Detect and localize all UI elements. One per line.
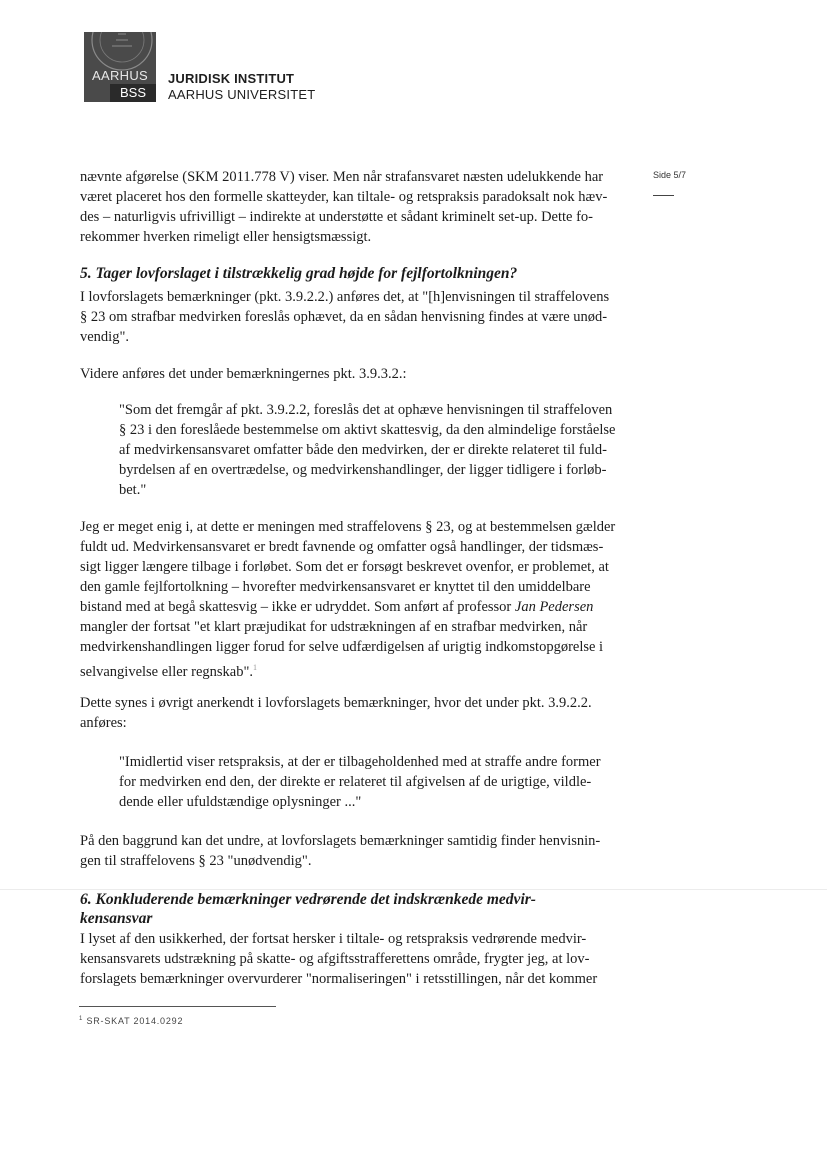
body-line [80, 598, 593, 617]
university-seal-icon [84, 32, 156, 72]
body-line: været placeret hos den formelle skatteyder, kan tiltale- og retspraksis paradoksalt nok hæv- [80, 189, 608, 205]
block-quote-line: § 23 i den foreslåede bestemmelse om aktivt skattesvig, da den almindelige forståelse [119, 422, 616, 438]
body-line: Jeg er meget enig i, at dette er meningen med straffelovens § 23, og at bestemmelsen gælder [80, 519, 616, 535]
section-heading-6-cont: kensansvar [80, 910, 153, 927]
body-line: forslagets bemærkninger overvurderer "normaliseringen" i retsstillingen, når det kommer [80, 971, 598, 987]
section-heading-6: 6. Konkluderende bemærkninger vedrørende det indskrænkede medvir- [80, 891, 536, 908]
block-quote-line: bet." [119, 482, 147, 498]
block-quote-line: byrdelsen af en overtrædelse, og medvirkenshandlinger, der ligger tidligere i forløb- [119, 462, 607, 478]
institute-name: JURIDISK INSTITUT [168, 71, 295, 86]
block-quote-line: for medvirken end den, der direkte er relateret til afgivelsen af de urigtige, vildle- [119, 774, 592, 790]
aarhus-bss-logo [84, 32, 156, 102]
body-line: rekommer hverken rimeligt eller hensigtsmæssigt. [80, 229, 372, 245]
body-line: I lovforslagets bemærkninger (pkt. 3.9.2.2.) anføres det, at "[h]envisningen til straffelovens [80, 289, 610, 305]
body-line: I lyset af den usikkerhed, der fortsat hersker i tiltale- og retspraksis vedrørende medvir- [80, 931, 587, 947]
body-line: nævnte afgørelse (SKM 2011.778 V) viser. Men når strafansvaret næsten udelukkende har [80, 169, 604, 185]
page-number: Side 5/7 [653, 170, 687, 180]
body-line: kensansvarets udstrækning på skatte- og afgiftsstrafferettens område, frygter jeg, at lov- [80, 951, 590, 967]
footnote-marker: 1 [79, 1016, 84, 1022]
logo-bss-text: BSS [110, 84, 156, 102]
university-name: AARHUS UNIVERSITET [168, 87, 316, 102]
body-line-text: selvangivelse eller regnskab". [80, 663, 254, 680]
body-line: På den baggrund kan det undre, at lovforslagets bemærkninger samtidig finder henvisnin- [80, 833, 601, 849]
footnote-text: SR-SKAT 2014.0292 [86, 1016, 184, 1026]
block-quote-line: "Imidlertid viser retspraksis, at der er tilbageholdenhed med at straffe andre former [119, 754, 601, 770]
body-line: medvirkenshandlingen ligger forud for selve udfærdigelsen af urigtig indkomstopgørelse i [80, 639, 604, 655]
body-line: § 23 om strafbar medvirken foreslås ophævet, da en sådan henvisning findes at være unød- [80, 309, 608, 325]
body-line: den gamle fejlfortolkning – hvorefter medvirkensansvaret er knyttet til den umiddelbare [80, 579, 591, 595]
body-line: mangler der fortsat "et klart præjudikat for udstrækningen af en strafbar medvirken, når [80, 619, 588, 635]
body-line: vendig". [80, 329, 130, 345]
body-line-start: bistand med at begå skattesvig – ikke er udryddet. Som anført af professor [80, 599, 515, 615]
block-quote-line: "Som det fremgår af pkt. 3.9.2.2, foreslås det at ophæve henvisningen til straffeloven [119, 402, 613, 418]
block-quote-line: dende eller ufuldstændige oplysninger ..." [119, 794, 362, 810]
author-name: Jan Pedersen [514, 599, 594, 615]
body-line: sigt ligger længere tilbage i forløbet. Som det er forsøgt beskrevet ovenfor, er problemet, at [80, 559, 609, 575]
body-line: fuldt ud. Medvirkensansvaret er bredt favnende og omfatter også handlinger, der tidsmæs- [80, 539, 604, 555]
footnote-rule [79, 1006, 276, 1007]
body-line: des – naturligvis ufrivilligt – indirekte at understøtte et sådant kriminelt set-up. Dette fo- [80, 209, 594, 225]
body-line [80, 658, 257, 682]
body-line: Videre anføres det under bemærkningernes pkt. 3.9.3.2.: [80, 366, 407, 382]
page-number-rule [653, 195, 674, 196]
footnote-reference[interactable]: 1 [253, 663, 258, 672]
footnote [79, 1016, 183, 1026]
block-quote-line: af medvirkensansvaret omfatter både den medvirken, der er direkte relateret til fuld- [119, 442, 607, 458]
body-line: gen til straffelovens § 23 "unødvendig". [80, 853, 312, 869]
institution-header [168, 71, 315, 103]
logo-aarhus-text: AARHUS [92, 68, 148, 83]
body-line: Dette synes i øvrigt anerkendt i lovforslagets bemærkninger, hvor det under pkt. 3.9.2.2. [80, 695, 592, 711]
body-line: anføres: [80, 715, 127, 731]
section-heading-5: 5. Tager lovforslaget i tilstrækkelig grad højde for fejlfortolkningen? [80, 265, 518, 282]
